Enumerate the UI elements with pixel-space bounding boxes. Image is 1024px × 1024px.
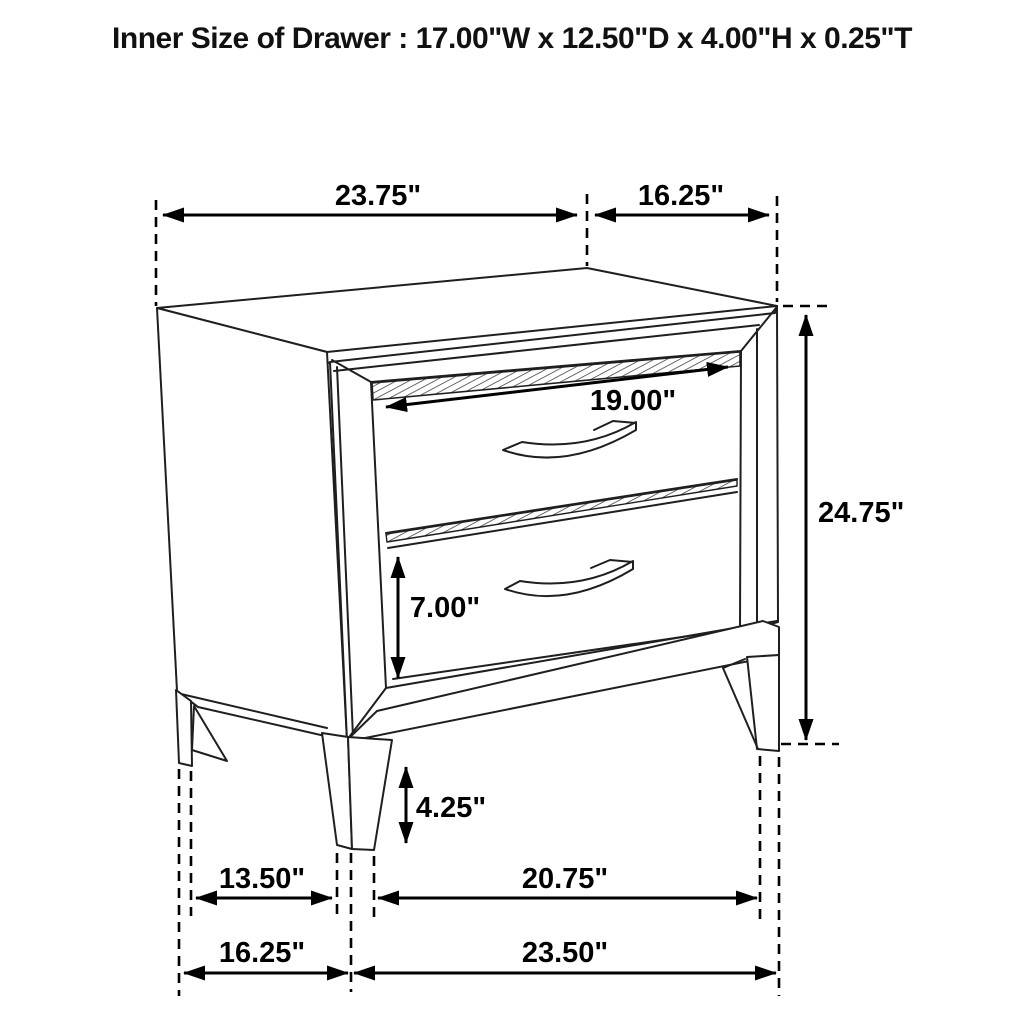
label-leg-height: 4.25" (415, 792, 487, 824)
label-overall-height: 24.75" (818, 497, 905, 529)
label-top-width: 23.75" (334, 180, 422, 212)
left-side-panel (157, 308, 347, 741)
label-leg-spacing-front: 20.75" (521, 863, 609, 895)
label-bottom-drawer-height: 7.00" (409, 592, 481, 624)
label-base-depth: 16.25" (218, 937, 306, 969)
front-right-leg (723, 655, 779, 751)
front-left-leg (322, 733, 392, 850)
label-leg-spacing-side: 13.50" (218, 863, 306, 895)
nightstand-drawing (157, 268, 779, 850)
label-top-depth: 16.25" (637, 180, 725, 212)
label-drawer-width: 19.00" (589, 385, 677, 417)
page-title: Inner Size of Drawer : 17.00"W x 12.50"D x 4.00"H x 0.25"T (112, 22, 912, 55)
label-base-width: 23.50" (521, 937, 609, 969)
